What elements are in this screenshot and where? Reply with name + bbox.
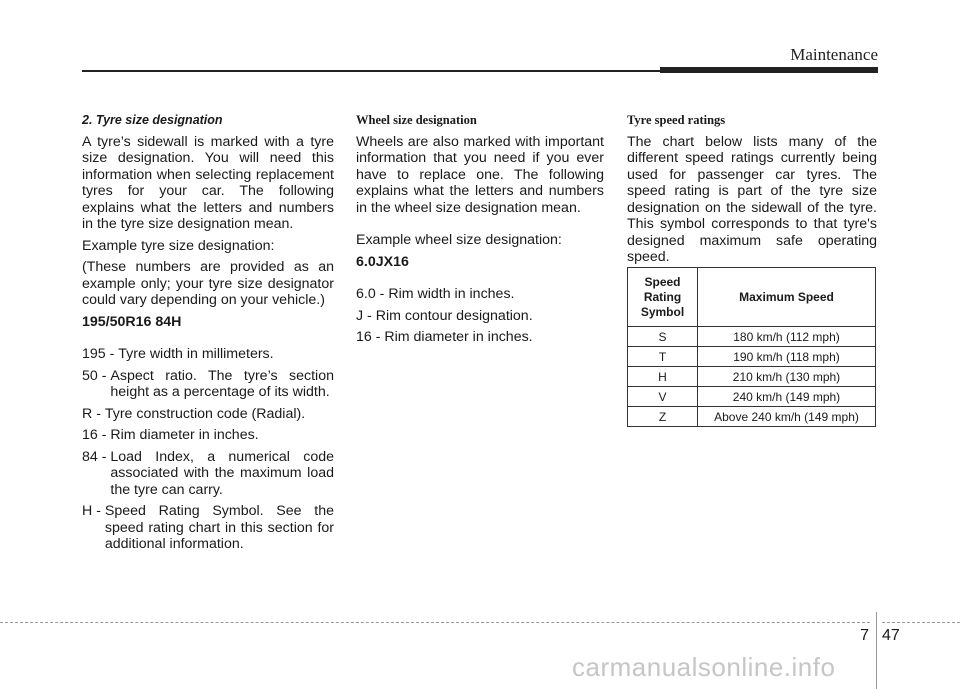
table-header-row [628, 268, 876, 327]
footer-dashed-rule [882, 622, 960, 623]
section-title: Maintenance [790, 45, 878, 64]
rating-symbol: Z [628, 407, 698, 427]
header-bar [660, 67, 878, 73]
page-number: 47 [882, 627, 900, 644]
max-speed: 210 km/h (130 mph) [698, 367, 876, 387]
table-row [628, 367, 876, 387]
tyre-example-note: (These numbers are provided as an example only; your tyre size designator could vary depending on your vehicle.) [82, 259, 334, 308]
wheel-code-item: 6.0 - Rim width in inches. [356, 286, 515, 302]
footer-divider [876, 612, 877, 689]
rating-symbol: T [628, 347, 698, 367]
table-row [628, 327, 876, 347]
tyre-code-item: H - Speed Rating Symbol. See the speed rating chart in this section for additional information. [82, 503, 334, 552]
rating-symbol: H [628, 367, 698, 387]
max-speed: 190 km/h (118 mph) [698, 347, 876, 367]
wheel-size-code: 6.0JX16 [356, 253, 409, 270]
speed-rating-table [627, 267, 876, 427]
column-wheel-size [356, 112, 604, 351]
tyre-size-heading: 2. Tyre size designation [82, 113, 223, 127]
speed-ratings-intro: The chart below lists many of the different speed ratings currently being used for passenger car tyres. The speed rating is part of the tyre size designation on the sidewall of the tyre. This symbol corresponds to that tyre's designed maximum safe operating speed. [627, 133, 877, 265]
tyre-code-item: 16 - Rim diameter in inches. [82, 427, 259, 443]
max-speed: 180 km/h (112 mph) [698, 327, 876, 347]
chapter-number: 7 [860, 627, 869, 644]
tyre-code-item: R - Tyre construction code (Radial). [82, 405, 306, 422]
header-maximum-speed: Maximum Speed [698, 268, 876, 327]
speed-ratings-heading: Tyre speed ratings [627, 113, 726, 127]
wheel-code-item: J - Rim contour designation. [356, 307, 533, 324]
tyre-example-label: Example tyre size designation: [82, 237, 275, 254]
table-row [628, 347, 876, 367]
tyre-size-code: 195/50R16 84H [82, 313, 182, 330]
column-tyre-size [82, 112, 334, 558]
tyre-code-item: 195 - Tyre width in millimeters. [82, 346, 274, 362]
header-speed-rating-symbol: Speed Rating Symbol [628, 268, 698, 327]
column-speed-ratings [627, 112, 877, 271]
watermark: carmanualsonline.info [572, 652, 836, 682]
tyre-size-intro: A tyre’s sidewall is marked with a tyre size designation. You will need this information when selecting replacement tyres for your car. The following explains what the letters and numbers in the tyre size designation mean. [82, 133, 334, 232]
wheel-size-heading: Wheel size designation [356, 113, 477, 127]
footer-dashed-rule [0, 622, 870, 623]
wheel-example-label: Example wheel size designation: [356, 232, 562, 248]
wheel-code-item: 16 - Rim diameter in inches. [356, 329, 533, 345]
wheel-size-intro: Wheels are also marked with important information that you need if you ever have to replace one. The following explains what the letters and numbers in the wheel size designation mean. [356, 133, 604, 216]
table-row [628, 407, 876, 427]
rating-symbol: V [628, 387, 698, 407]
tyre-code-item: 84 - Load Index, a numerical code associated with the maximum load the tyre can carry. [82, 448, 334, 498]
rating-symbol: S [628, 327, 698, 347]
max-speed: 240 km/h (149 mph) [698, 387, 876, 407]
tyre-code-item: 50 - Aspect ratio. The tyre’s section height as a percentage of its width. [82, 367, 334, 400]
max-speed: Above 240 km/h (149 mph) [698, 407, 876, 427]
table-row [628, 387, 876, 407]
